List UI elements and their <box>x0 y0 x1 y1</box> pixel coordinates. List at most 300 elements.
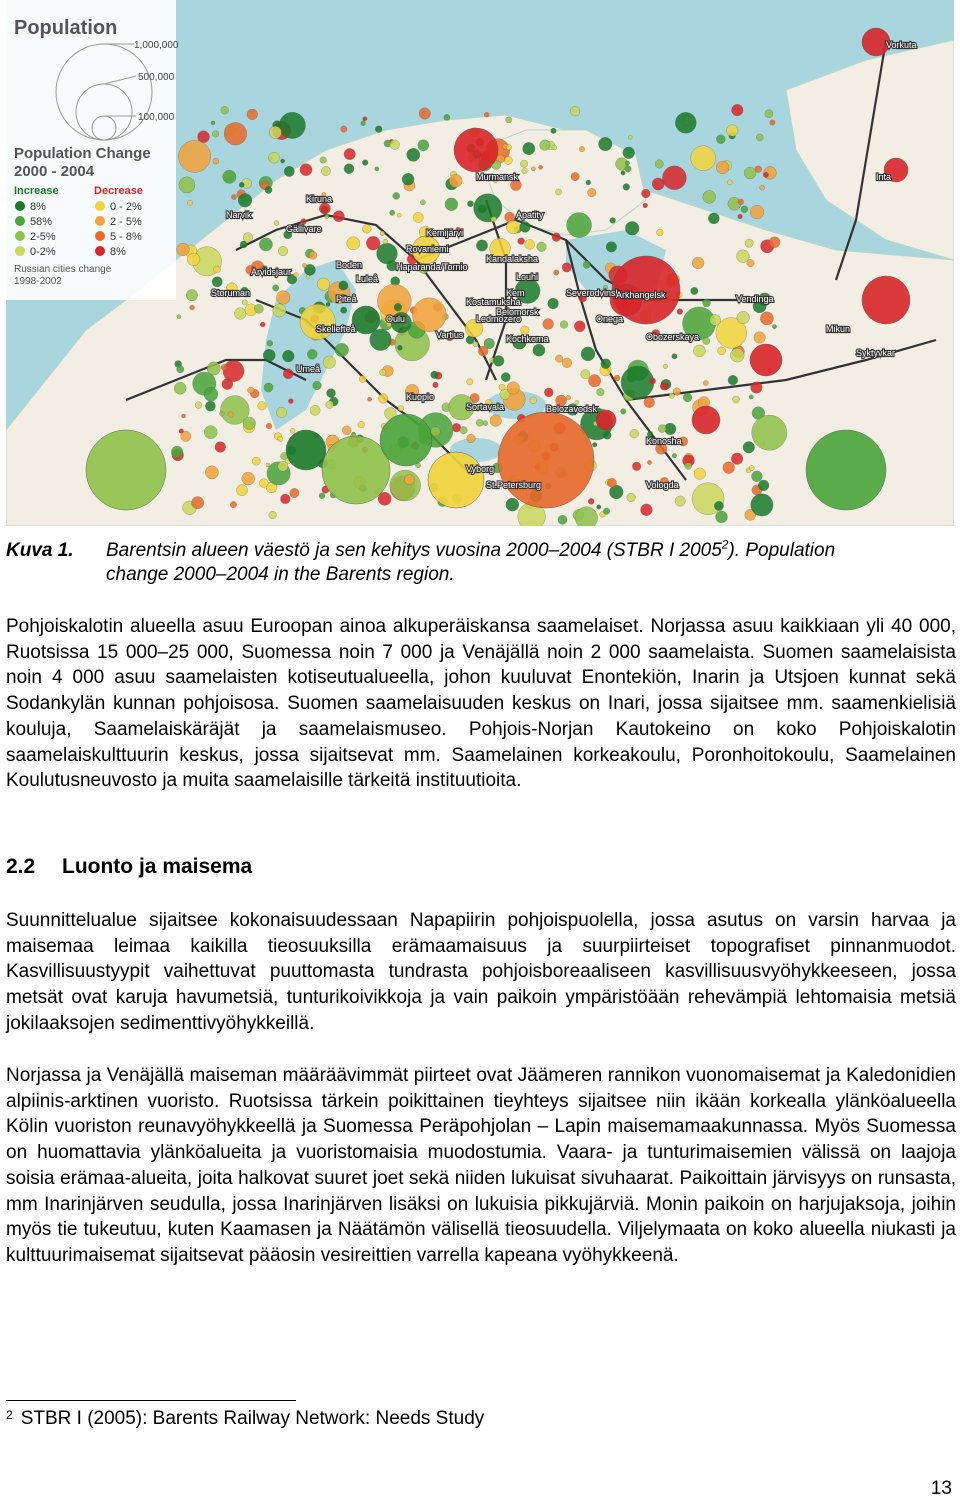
population-dot <box>412 298 446 332</box>
population-dot <box>738 199 744 205</box>
population-dot <box>560 321 568 329</box>
population-dot <box>597 505 601 509</box>
population-dot <box>347 237 360 250</box>
population-dot <box>274 221 279 226</box>
place-label: Syktyvkar <box>856 348 896 358</box>
population-dot <box>377 243 398 264</box>
population-dot <box>258 402 267 411</box>
place-label: Kostamuksha <box>466 297 521 307</box>
legend-decrease-swatch <box>95 201 105 211</box>
population-dot <box>623 184 630 191</box>
city-dot <box>352 306 380 334</box>
population-dot <box>320 157 327 164</box>
population-dot <box>326 302 330 306</box>
population-dot <box>597 388 605 396</box>
population-dot <box>265 186 272 193</box>
population-dot <box>236 485 247 496</box>
legend-increase-label: Increase <box>14 185 59 197</box>
place-label: Kandalaksha <box>486 254 539 264</box>
population-dot <box>652 178 664 190</box>
population-dot <box>769 237 780 248</box>
population-dot <box>247 109 258 120</box>
population-dot <box>579 146 584 151</box>
population-dot <box>171 446 183 458</box>
place-label: Oulu <box>386 314 406 324</box>
section-heading <box>6 855 252 879</box>
population-dot <box>404 475 414 485</box>
population-dot <box>504 157 512 165</box>
population-dot <box>625 166 632 173</box>
population-dot <box>380 369 387 376</box>
population-dot <box>341 126 347 132</box>
paragraph-landscape: Suunnittelualue sijaitsee kokonaisuudessaan Napapiirin pohjoispuolella, jossa asutus on varsin harvaa ja maisemaa leimaa kaikilla tieosuuksilla erämaamaisuus ja suurpiirteiset topografiset pinnanmuodot. Kasvillisuustyypit vaihettuvat puuttomasta tundrasta pohjoisboreaaliseen kasvillisuusvyöhykkeeseen, jossa metsät ovat karuja havumetsiä, tunturikoivikkoja ja vain paikoin ympäristöään rehevämpiä lehtomaisia metsiä jokilaaksojen sedimenttivyöhykkeillä. <box>6 910 956 1034</box>
population-dot <box>530 397 537 404</box>
population-dot <box>540 140 551 151</box>
place-label: Narvik <box>226 210 252 220</box>
population-dot <box>555 355 562 362</box>
population-dot <box>727 180 732 185</box>
population-dot <box>751 382 763 394</box>
population-dot <box>490 415 502 427</box>
population-dot <box>716 161 729 174</box>
population-dot <box>544 388 553 397</box>
population-dot <box>675 496 685 506</box>
population-dot <box>543 319 554 330</box>
city-dot <box>498 412 594 508</box>
population-dot <box>554 270 559 275</box>
population-dot <box>310 405 320 415</box>
population-dot <box>588 498 594 504</box>
population-dot <box>562 358 572 368</box>
population-dot <box>224 123 247 146</box>
place-label: Arkhangelsk <box>616 290 666 300</box>
population-dot <box>273 304 286 317</box>
legend-increase-swatch <box>15 201 25 211</box>
population-dot <box>267 340 273 346</box>
population-dot <box>294 272 299 277</box>
population-dot <box>606 242 617 253</box>
population-dot <box>378 394 388 404</box>
population-dot <box>211 121 215 125</box>
population-dot <box>339 281 348 290</box>
population-dot <box>179 140 211 172</box>
population-dot <box>341 307 347 313</box>
place-label: Belozavodsk <box>546 404 598 414</box>
population-dot <box>326 401 334 409</box>
population-dot <box>276 407 286 417</box>
population-dot <box>325 214 329 218</box>
place-label: Gällivare <box>286 224 322 234</box>
population-dot <box>655 160 663 168</box>
population-dot <box>723 462 735 474</box>
population-dot <box>522 168 528 174</box>
legend-change-title: Population Change <box>14 145 151 162</box>
place-label: Louhi <box>516 272 539 282</box>
population-dot <box>755 166 762 173</box>
legend-increase-swatch <box>15 231 25 241</box>
section-number: 2.2 <box>6 855 36 878</box>
population-dot <box>691 146 716 171</box>
place-label: Arvidsjaur <box>251 267 292 277</box>
place-label: Haparanda/Tornio <box>396 262 468 272</box>
population-dot <box>756 134 763 141</box>
place-label: Umeå <box>296 364 321 374</box>
population-dot <box>321 166 330 175</box>
population-dot <box>344 148 355 159</box>
footnote-rule <box>6 1400 296 1401</box>
population-dot <box>288 399 293 404</box>
legend-change-period: 2000 - 2004 <box>14 163 95 180</box>
population-dot <box>641 189 650 198</box>
population-dot <box>728 375 738 385</box>
population-dot <box>192 497 204 509</box>
population-dot <box>663 364 668 369</box>
population-dot <box>548 298 559 309</box>
population-dot <box>476 240 487 251</box>
population-dot <box>518 238 525 245</box>
page-number: 13 <box>930 1478 952 1499</box>
population-dot <box>278 461 288 471</box>
legend-decrease-swatch <box>95 231 105 241</box>
population-dot <box>431 371 439 379</box>
population-dot <box>658 425 666 433</box>
population-dot <box>738 214 743 219</box>
population-dot <box>506 220 520 234</box>
population-dot <box>375 126 382 133</box>
place-label: Boden <box>336 260 363 270</box>
population-dot <box>677 309 683 315</box>
place-label: Vologda <box>646 480 679 490</box>
city-dot <box>750 344 782 376</box>
population-dot <box>407 148 420 161</box>
population-dot <box>302 263 306 267</box>
place-label: Vorkuta <box>886 40 917 50</box>
population-dot <box>212 131 219 138</box>
population-dot <box>335 343 349 357</box>
legend-decrease-item: 2 - 5% <box>110 216 142 228</box>
city-dot <box>428 452 484 508</box>
population-dot <box>313 381 322 390</box>
legend-population-title: Population <box>14 17 118 39</box>
population-dot <box>269 126 281 138</box>
population-dot <box>476 419 483 426</box>
population-dot <box>278 246 288 256</box>
population-dot <box>672 354 677 359</box>
population-dot <box>300 164 312 176</box>
population-dot <box>747 259 754 266</box>
population-dot <box>243 417 256 430</box>
population-dot <box>623 147 635 159</box>
population-dot <box>375 167 379 171</box>
population-dot <box>230 501 236 507</box>
population-dot <box>242 300 247 305</box>
place-label: Sortavala <box>466 402 505 412</box>
population-dot <box>765 110 773 118</box>
population-dot <box>383 239 388 244</box>
population-dot <box>317 278 330 291</box>
population-dot <box>223 170 236 183</box>
population-dot <box>656 229 663 236</box>
population-dot <box>418 140 429 151</box>
population-dot <box>627 493 636 502</box>
population-dot <box>460 426 468 434</box>
population-dot <box>186 290 197 301</box>
population-dot <box>390 140 400 150</box>
population-dot <box>187 253 200 266</box>
population-dot <box>703 337 710 344</box>
population-dot <box>467 201 473 207</box>
population-dot <box>238 193 252 207</box>
population-dot <box>694 468 706 480</box>
population-dot <box>571 172 579 180</box>
place-label: Severodvinsk <box>566 288 621 298</box>
population-dot <box>362 224 371 233</box>
population-dot <box>467 379 473 385</box>
population-dot <box>751 494 773 516</box>
place-label: Vyborg <box>466 464 495 474</box>
population-dot <box>581 370 590 379</box>
barents-population-map <box>6 0 954 526</box>
legend-decrease-swatch <box>95 246 105 256</box>
population-dot <box>221 106 229 114</box>
population-dot <box>552 233 561 242</box>
population-dot <box>467 434 476 443</box>
population-dot <box>260 322 265 327</box>
population-dot <box>718 347 726 355</box>
population-dot <box>588 375 600 387</box>
population-dot <box>621 409 627 415</box>
population-dot <box>603 508 610 515</box>
population-dot <box>772 325 776 329</box>
population-dot <box>231 194 236 199</box>
population-dot <box>281 159 285 163</box>
population-dot <box>283 369 293 379</box>
population-dot <box>307 349 317 359</box>
place-label: Murmansk <box>476 172 519 182</box>
population-dot <box>760 185 765 190</box>
population-dot <box>599 137 613 151</box>
population-dot <box>737 311 750 324</box>
population-dot <box>672 453 677 458</box>
city-dot <box>806 430 886 510</box>
caption-text-line2: change 2000–2004 in the Barents region. <box>106 564 455 585</box>
caption-label: Kuva 1. <box>6 540 74 561</box>
population-dot <box>290 428 295 433</box>
population-dot <box>592 443 597 448</box>
population-dot <box>358 421 365 428</box>
population-dot <box>644 397 655 408</box>
population-dot <box>228 412 233 417</box>
population-dot <box>501 373 510 382</box>
city-dot <box>692 406 720 434</box>
population-dot <box>290 488 299 497</box>
population-dot <box>333 211 344 222</box>
city-dot <box>86 430 166 510</box>
place-label: Kuopio <box>406 392 435 402</box>
population-dot <box>551 128 557 134</box>
population-dot <box>284 166 294 176</box>
population-dot <box>752 415 787 450</box>
population-dot <box>750 205 764 219</box>
place-label: St.Petersburg <box>486 480 542 490</box>
population-dot <box>319 203 330 214</box>
place-label: Onega <box>596 314 624 324</box>
population-dot <box>182 414 186 418</box>
population-dot <box>397 345 402 350</box>
population-dot <box>179 177 195 193</box>
population-dot <box>398 405 404 411</box>
population-dot <box>603 431 611 439</box>
legend-pop-500k: 500,000 <box>138 72 175 83</box>
population-dot <box>643 203 648 208</box>
population-dot <box>377 284 411 318</box>
population-dot <box>537 242 547 252</box>
population-dot <box>204 387 218 401</box>
population-dot <box>566 395 571 400</box>
legend-pop-1m: 1,000,000 <box>134 40 179 51</box>
population-dot <box>420 200 425 205</box>
population-dot <box>223 361 244 382</box>
population-dot <box>614 375 620 381</box>
place-label: Kemijärvi <box>426 228 464 238</box>
population-dot <box>703 299 711 307</box>
population-dot <box>507 382 520 395</box>
legend-russian-label: Russian cities change <box>14 264 112 275</box>
population-dot <box>716 511 728 523</box>
population-dot <box>539 165 543 169</box>
population-dot <box>752 471 763 482</box>
population-dot <box>693 345 705 357</box>
place-label: Kem <box>506 288 525 298</box>
population-dot <box>419 108 430 119</box>
legend-decrease-item: 8% <box>110 246 126 258</box>
population-dot <box>662 166 686 190</box>
paragraph-saami: Pohjoiskalotin alueella asuu Euroopan ainoa alkuperäiskansa saamelaiset. Norjassa asuu kaikkiaan yli 40 000, Ruotsissa 15 000–25 000, Suomessa noin 7 000 ja Venäjällä noin 2 000 saamelaista. Suomen saamelaisista noin 4 000 asuu saamelaisten kotiseutualueella, johon kuuluvat Enontekiön, Inarin ja Utsjoen kunnat sekä Sodankylän kunnan pohjoisosa. Suomen saamelaisuuden keskus on Inari, jossa sijaitsee mm. saamenkielisiä kouluja, Saamelaiskäräjät ja saamelaismuseo. Pohjois-Norjan Kautokeino on koko Pohjoiskalotin saamelaiskulttuurin keskus, jossa sijaitsevat mm. Saamelainen korkeakoulu, Poronhoitokoulu, Saamelainen Koulutusneuvosto ja muita saamelaisille tärkeitä instituutioita. <box>6 616 956 792</box>
population-dot <box>483 421 488 426</box>
population-dot <box>641 504 653 516</box>
population-dot <box>276 291 290 305</box>
population-dot <box>342 426 351 435</box>
population-dot <box>445 198 458 211</box>
population-dot <box>266 423 272 429</box>
population-dot <box>220 411 225 416</box>
population-dot <box>300 304 335 339</box>
population-dot <box>390 470 421 501</box>
population-dot <box>523 142 535 154</box>
population-dot <box>574 321 585 332</box>
footnote-marker: 2 <box>6 1408 13 1422</box>
population-dot <box>708 213 719 224</box>
place-label: Inta <box>876 172 892 182</box>
place-label: Vartius <box>436 330 464 340</box>
population-dot <box>749 395 753 399</box>
population-dot <box>393 192 400 199</box>
population-dot <box>520 222 531 233</box>
legend-increase-swatch <box>15 246 25 256</box>
population-dot <box>205 466 218 479</box>
footnote-text: STBR I (2005): Barents Railway Network: Needs Study <box>20 1408 485 1429</box>
population-dot <box>685 463 692 470</box>
legend-decrease-item: 0 - 2% <box>110 201 142 213</box>
population-dot <box>213 158 219 164</box>
place-label: Rovaniemi <box>406 244 449 254</box>
population-dot <box>506 145 511 150</box>
population-dot <box>558 515 567 524</box>
population-dot <box>242 472 255 485</box>
population-dot <box>309 251 317 259</box>
city-dot <box>322 436 390 504</box>
population-dot <box>449 174 462 187</box>
population-dot <box>601 359 611 369</box>
population-dot <box>273 285 279 291</box>
population-dot <box>610 218 616 224</box>
population-dot <box>254 304 263 313</box>
population-dot <box>319 493 325 499</box>
population-dot <box>478 205 486 213</box>
city-dot <box>380 414 432 466</box>
population-dot <box>344 164 354 174</box>
population-dot <box>730 348 744 362</box>
legend-increase-item: 58% <box>30 216 53 228</box>
population-dot <box>632 462 641 471</box>
population-dot <box>732 104 744 116</box>
population-dot <box>222 379 233 390</box>
legend-increase-item: 0-2% <box>30 246 56 258</box>
place-label: Belomorsk <box>496 307 539 317</box>
population-dot <box>703 380 708 385</box>
population-dot <box>710 315 721 326</box>
population-dot <box>263 349 275 361</box>
population-dot <box>433 382 439 388</box>
place-label: Vendinga <box>736 294 774 304</box>
city-dot <box>862 276 910 324</box>
population-dot <box>205 401 215 411</box>
city-dot <box>454 128 498 172</box>
population-dot <box>714 501 723 510</box>
place-label: Ledmozero <box>476 314 522 324</box>
population-dot <box>212 277 222 287</box>
population-dot <box>177 366 184 373</box>
population-dot <box>716 135 725 144</box>
population-dot <box>234 308 246 320</box>
population-dot <box>607 478 616 487</box>
population-dot <box>327 389 336 398</box>
population-dot <box>187 200 192 205</box>
population-dot <box>204 426 217 439</box>
population-dot <box>669 393 674 398</box>
population-dot <box>754 332 766 344</box>
population-dot <box>473 342 478 347</box>
population-dot <box>174 382 186 394</box>
population-dot <box>533 344 545 356</box>
population-dot <box>380 231 385 236</box>
caption-footnote-ref: 2 <box>721 537 729 552</box>
population-dot <box>506 117 512 123</box>
population-dot <box>506 498 519 511</box>
population-dot <box>444 114 450 120</box>
population-dot <box>731 453 743 465</box>
population-dot <box>368 397 372 401</box>
population-dot <box>745 239 753 247</box>
population-dot <box>647 460 651 464</box>
population-dot <box>586 180 591 185</box>
section-title: Luonto ja maisema <box>62 855 253 878</box>
population-dot <box>279 112 305 138</box>
population-dot <box>397 213 401 217</box>
population-dot <box>214 266 221 273</box>
legend-russian-period: 1998-2002 <box>14 276 62 287</box>
caption-text <box>106 537 956 562</box>
